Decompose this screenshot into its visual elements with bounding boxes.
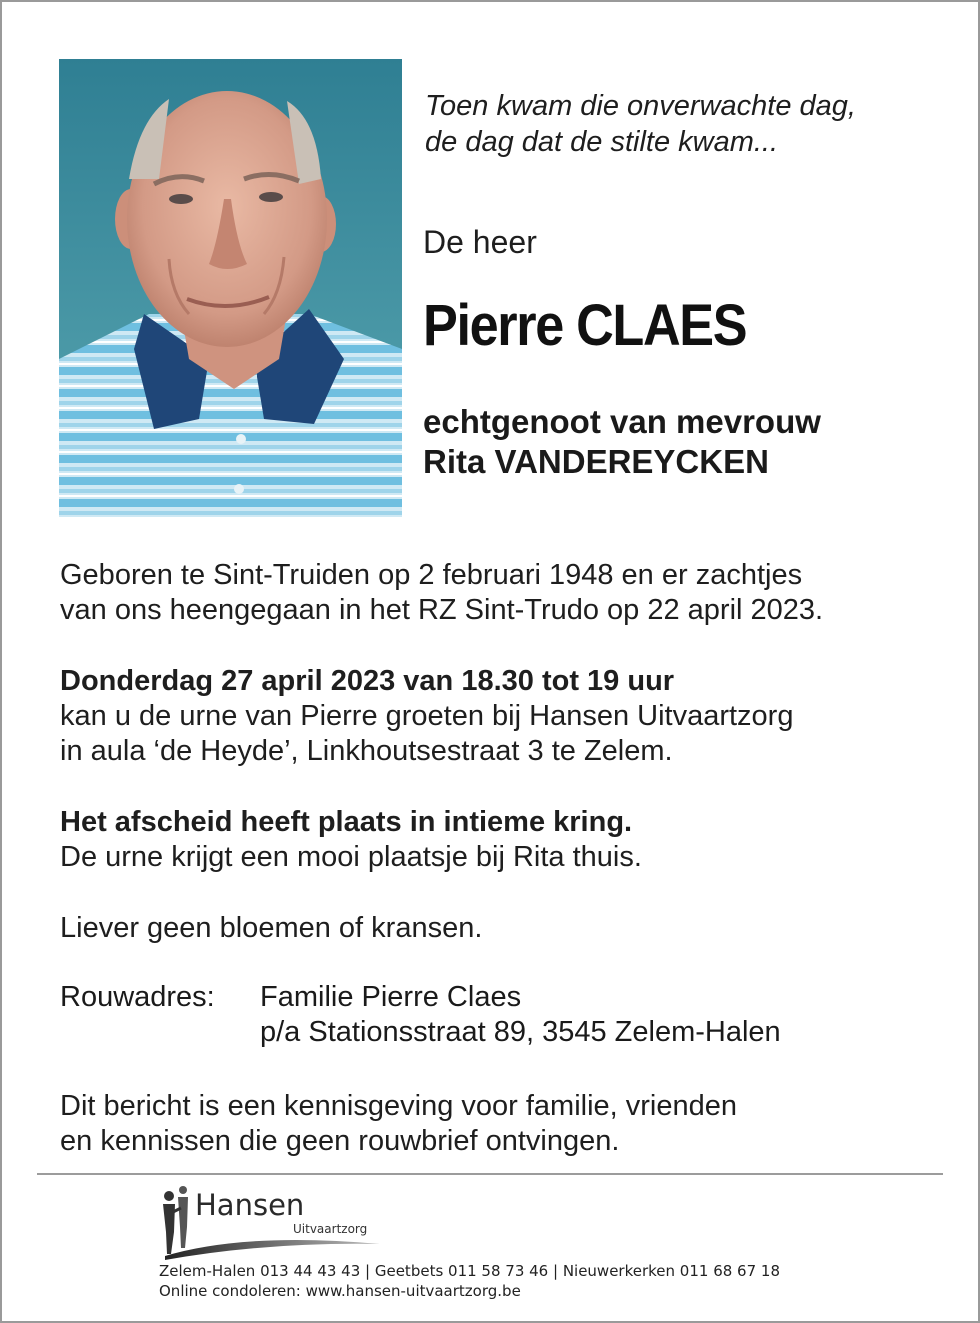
footer-online-link[interactable]: Online condoleren: www.hansen-uitvaartzorg.be: [159, 1282, 521, 1300]
footer-contact: [159, 1261, 780, 1301]
quote: [425, 88, 965, 160]
spouse-line-2: Rita VANDEREYCKEN: [423, 443, 769, 480]
portrait-photo: [59, 59, 402, 519]
divider: [37, 1173, 943, 1175]
spouse: [423, 402, 821, 482]
birth-line-1: Geboren te Sint-Truiden op 2 februari 1948 en er zachtjes: [60, 559, 803, 591]
address-line-2: p/a Stationsstraat 89, 3545 Zelem-Halen: [260, 1016, 781, 1048]
title-prefix: De heer: [423, 224, 537, 260]
deceased-name: Pierre CLAES: [423, 293, 747, 358]
quote-line-2: de dag dat de stilte kwam...: [425, 126, 779, 158]
address-lines: [260, 980, 781, 1050]
notice-line-1: Dit bericht is een kennisgeving voor familie, vrienden: [60, 1090, 738, 1122]
flowers-text: [60, 911, 940, 946]
visitation-heading: Donderdag 27 april 2023 van 18.30 tot 19 uur: [60, 665, 675, 697]
birth-line-2: van ons heengegaan in het RZ Sint-Trudo op 22 april 2023.: [60, 594, 824, 626]
logo-name: Hansen: [195, 1188, 305, 1222]
footer-phones: Zelem-Halen 013 44 43 43 | Geetbets 011 58 73 46 | Nieuwerkerken 011 68 67 18: [159, 1262, 780, 1280]
birth-text: [60, 558, 940, 628]
spouse-line-1: echtgenoot van mevrouw: [423, 403, 821, 440]
address-line-1: Familie Pierre Claes: [260, 981, 522, 1013]
funeral-home-logo: [155, 1182, 395, 1262]
address-label: Rouwadres:: [60, 981, 215, 1013]
visitation-line-1: kan u de urne van Pierre groeten bij Hansen Uitvaartzorg: [60, 700, 794, 732]
notice-line-2: en kennissen die geen rouwbrief ontvingen.: [60, 1125, 620, 1157]
quote-line-1: Toen kwam die onverwachte dag,: [425, 90, 856, 122]
flowers-line: Liever geen bloemen of kransen.: [60, 912, 483, 944]
logo-subtitle: Uitvaartzorg: [293, 1222, 368, 1236]
farewell-heading: Het afscheid heeft plaats in intieme kring.: [60, 806, 633, 838]
notice-text: [60, 1089, 940, 1159]
visitation-text: [60, 664, 940, 769]
visitation-line-2: in aula ‘de Heyde’, Linkhoutsestraat 3 te Zelem.: [60, 735, 673, 767]
farewell-line-1: De urne krijgt een mooi plaatsje bij Rita thuis.: [60, 841, 642, 873]
farewell-text: [60, 805, 940, 875]
